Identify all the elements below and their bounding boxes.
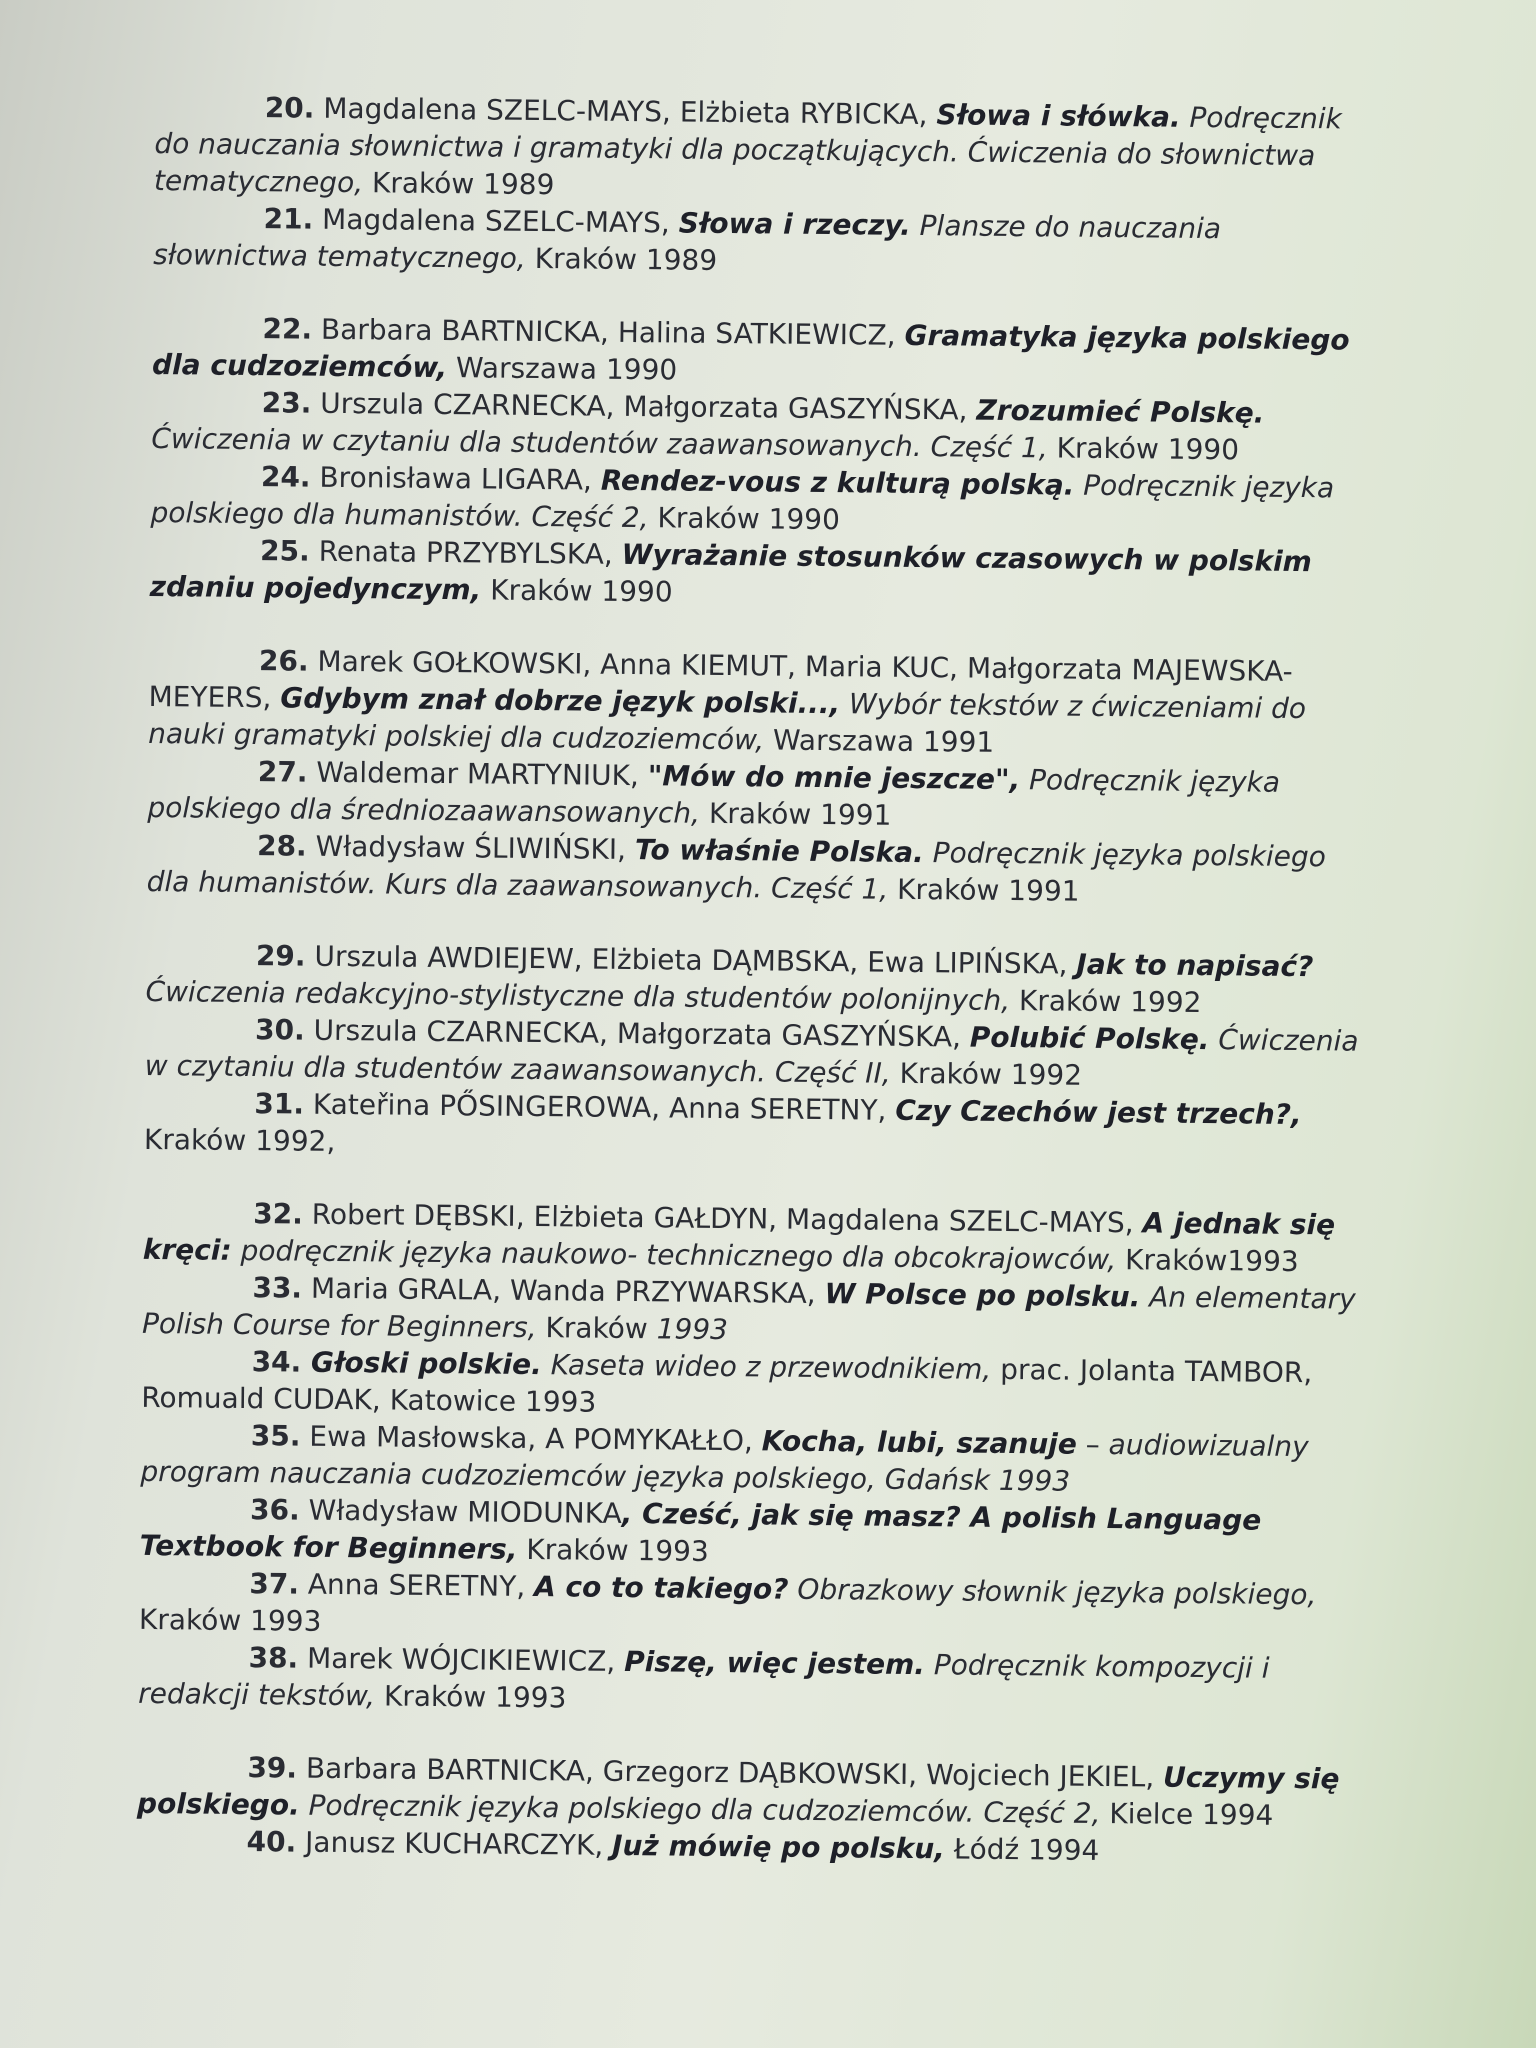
entry-text: Urszula CZARNECKA, Małgorzata GASZYŃSKA,: [311, 386, 977, 427]
entry-title: Piszę, więc jestem.: [624, 1645, 926, 1682]
entry-text: Bronisława LIGARA,: [310, 460, 602, 497]
entry-title: Polubić Polskę.: [969, 1020, 1210, 1057]
entry-number: 27.: [257, 755, 308, 789]
bibliography-entry: [137, 1748, 1368, 1835]
entry-text: Kraków 1992: [890, 1056, 1083, 1092]
entry-description: Podręcznik języka polskiego dla cudzoziemców. Część 2,: [299, 1788, 1101, 1830]
entry-description: Podręcznik języka polskiego dla humanistów. Część 2,: [150, 468, 1335, 535]
entry-title: To właśnie Polska.: [634, 833, 924, 870]
entry-number: 37.: [249, 1567, 300, 1601]
entry-title: , Cześć, jak się masz? A polish Language Textbook for Beginners,: [139, 1496, 1262, 1566]
entry-number: 24.: [260, 460, 311, 494]
entry-description: An elementary Polish Course for Beginners,: [141, 1280, 1356, 1345]
entry-title: A co to takiego?: [533, 1570, 789, 1606]
bibliography-entry: [145, 1010, 1376, 1097]
entry-description: Podręcznik języka polskiego dla średniozaawansowanych,: [147, 763, 1281, 830]
entry-text: Waldemar MARTYNIUK,: [307, 755, 648, 793]
entry-text: Barbara BARTNICKA, Halina SATKIEWICZ,: [311, 312, 905, 352]
entry-number: 20.: [264, 91, 315, 125]
entry-title: Już mówię po polsku,: [611, 1828, 946, 1866]
entry-text: Magdalena SZELC-MAYS, Elżbieta RYBICKA,: [314, 91, 937, 132]
entry-text: Warszawa 1991: [763, 723, 995, 759]
entry-number: 35.: [250, 1419, 301, 1453]
entry-description: Wybór tekstów z ćwiczeniami do nauki gramatyki polskiej dla cudzoziemców,: [148, 687, 1307, 757]
entry-description: Obrazkowy słownik języka polskiego,: [788, 1572, 1317, 1612]
bibliography-entry: [140, 1416, 1371, 1503]
entry-title: Wyrażanie stosunków czasowych w polskim zdaniu pojedynczym,: [149, 537, 1313, 607]
entry-description: Ćwiczenia w czytaniu dla studentów zaawansowanych. Część 1,: [151, 421, 1048, 465]
entry-text: Kraków 1990: [648, 501, 841, 537]
entry-number: 25.: [259, 534, 310, 568]
entry-number: 26.: [258, 644, 309, 678]
entry-text: Władysław MIODUNKA: [299, 1493, 622, 1530]
entry-number: 29.: [255, 939, 306, 973]
bibliography-entry: [142, 1268, 1373, 1355]
entry-text: Kraków 1989: [525, 241, 718, 277]
entry-text: Kraków 1991: [888, 872, 1080, 908]
bibliography-entry: [138, 1638, 1369, 1725]
entry-description: Podręcznik do nauczania słownictwa i gramatyki dla początkujących. Ćwiczenia do słownictwa tematycznego,: [153, 100, 1343, 200]
entry-text: Władysław ŚLIWIŃSKI,: [306, 829, 636, 867]
entry-description: Podręcznik kompozycji i redakcji tekstów,: [138, 1648, 1270, 1713]
entry-number: 28.: [256, 829, 307, 863]
entry-description: audiowizualny program nauczania cudzoziemców języka polskiego, Gdańsk 1993: [140, 1428, 1309, 1498]
entry-title: W Polsce po polsku.: [824, 1277, 1141, 1314]
entry-title: Słowa i słówka.: [936, 98, 1181, 134]
entry-text: Magdalena SZELC-MAYS,: [313, 202, 679, 240]
bibliography-entry: [148, 641, 1379, 765]
entry-text: Kraków 1993: [138, 1602, 322, 1638]
entry-text: Kraków 1992,: [143, 1122, 336, 1158]
bibliography-entry: [154, 88, 1385, 212]
entry-text: Kraków 1991: [699, 796, 892, 832]
entry-title: Zrozumieć Polskę.: [976, 393, 1265, 430]
entry-number: 39.: [247, 1751, 298, 1785]
entry-text: Renata PRZYBYLSKA,: [309, 534, 622, 571]
entry-text: Kraków1993: [1116, 1243, 1299, 1279]
entry-description: Plansze do nauczania słownictwa tematycznego,: [153, 208, 1222, 275]
entry-number: 36.: [249, 1493, 300, 1527]
entry-text: Urszula CZARNECKA, Małgorzata GASZYŃSKA,: [304, 1013, 971, 1054]
entry-description: podręcznik języka naukowo- technicznego dla obcokrajowców,: [231, 1233, 1117, 1277]
bibliography-list: [136, 88, 1384, 1872]
entry-description: 1993: [656, 1312, 729, 1347]
entry-text: Kraków 1989: [362, 166, 555, 202]
entry-title: "Mów do mnie jeszcze",: [647, 759, 1021, 797]
entry-text: Kraków 1992: [1009, 984, 1202, 1020]
entry-text: Robert DĘBSKI, Elżbieta GAŁDYN, Magdalena SZELC-MAYS,: [302, 1197, 1143, 1240]
entry-text: Maria GRALA, Wanda PRZYWARSKA,: [301, 1271, 825, 1311]
bibliography-entry: [150, 457, 1381, 544]
bibliography-entry: [141, 1342, 1372, 1429]
entry-description: Ćwiczenia w czytaniu dla studentów zaawansowanych. Część II,: [144, 1023, 1359, 1090]
entry-text: Ewa Masłowska, A POMYKAŁŁO,: [300, 1419, 762, 1458]
entry-text: Kateřina PŐSINGEROWA, Anna SERETNY,: [303, 1087, 896, 1127]
entry-text: Kraków 1990: [481, 573, 673, 609]
entry-text: Kraków: [536, 1311, 657, 1346]
bibliography-entry: [139, 1564, 1370, 1651]
bibliography-entry: [153, 199, 1384, 286]
entry-text: Łódź 1994: [944, 1832, 1100, 1867]
bibliography-entry: [152, 309, 1383, 396]
bibliography-entry: [146, 826, 1377, 913]
entry-text: Kraków 1993: [374, 1679, 567, 1715]
entry-description: Kaseta wideo z przewodnikiem,: [541, 1348, 992, 1386]
entry-number: 23.: [261, 386, 312, 420]
entry-number: 34.: [251, 1345, 302, 1379]
entry-number: 33.: [252, 1271, 303, 1305]
entry-title: Głoski polskie.: [301, 1345, 542, 1382]
entry-text: Marek WÓJCIKIEWICZ,: [298, 1641, 625, 1678]
entry-description: Podręcznik języka polskiego dla humanistów. Kurs dla zaawansowanych. Część 1,: [146, 836, 1327, 906]
entry-text: Marek GOŁKOWSKI, Anna KIEMUT, Maria KUC, Małgorzata MAJEWSKA-MEYERS,: [148, 644, 1293, 715]
entry-title: Uczymy się polskiego.: [136, 1760, 1340, 1822]
entry-title: Rendez-vous z kulturą polską.: [600, 463, 1075, 502]
entry-description: Ćwiczenia redakcyjno-stylistyczne dla studentów polonijnych,: [145, 974, 1011, 1018]
entry-title: A jednak się kręci:: [142, 1206, 1336, 1267]
bibliography-entry: [145, 936, 1376, 1023]
entry-title: Czy Czechów jest trzech?,: [895, 1093, 1302, 1132]
entry-number: 31.: [254, 1087, 305, 1121]
entry-text: Urszula AWDIEJEW, Elżbieta DĄMBSKA, Ewa LIPIŃSKA,: [305, 939, 1077, 981]
entry-text: Janusz KUCHARCZYK,: [296, 1825, 613, 1862]
entry-text: Barbara BARTNICKA, Grzegorz DĄBKOWSKI, Wojciech JEKIEL,: [296, 1751, 1164, 1794]
entry-number: 32.: [253, 1197, 303, 1231]
entry-number: 22.: [262, 312, 313, 346]
entry-title: Słowa i rzeczy.: [678, 206, 911, 242]
bibliography-entry: [144, 1084, 1375, 1171]
bibliography-entry: [147, 752, 1378, 839]
entry-number: 30.: [254, 1013, 305, 1047]
bibliography-entry: [143, 1194, 1374, 1281]
entry-title: Jak to napisać?: [1076, 947, 1314, 984]
entry-text: Kraków 1993: [517, 1532, 709, 1568]
bibliography-entry: [151, 383, 1382, 470]
bibliography-entry: [140, 1490, 1371, 1577]
entry-title: Gramatyka języka polskiego dla cudzoziemców,: [151, 318, 1350, 385]
entry-text: Kielce 1994: [1100, 1796, 1274, 1832]
entry-text: –: [1076, 1427, 1109, 1462]
entry-text: prac. Jolanta TAMBOR, Romuald CUDAK, Katowice 1993: [141, 1352, 1313, 1419]
entry-number: 21.: [263, 202, 314, 236]
bibliography-entry: [150, 531, 1381, 618]
entry-title: Gdybym znał dobrze język polski...,: [280, 681, 841, 721]
entry-number: 40.: [246, 1825, 297, 1859]
entry-number: 38.: [248, 1641, 299, 1675]
entry-text: Warszawa 1990: [446, 351, 678, 387]
entry-text: Anna SERETNY,: [298, 1567, 535, 1604]
entry-text: Kraków 1990: [1047, 431, 1240, 467]
entry-title: Kocha, lubi, szanuje: [761, 1424, 1078, 1461]
